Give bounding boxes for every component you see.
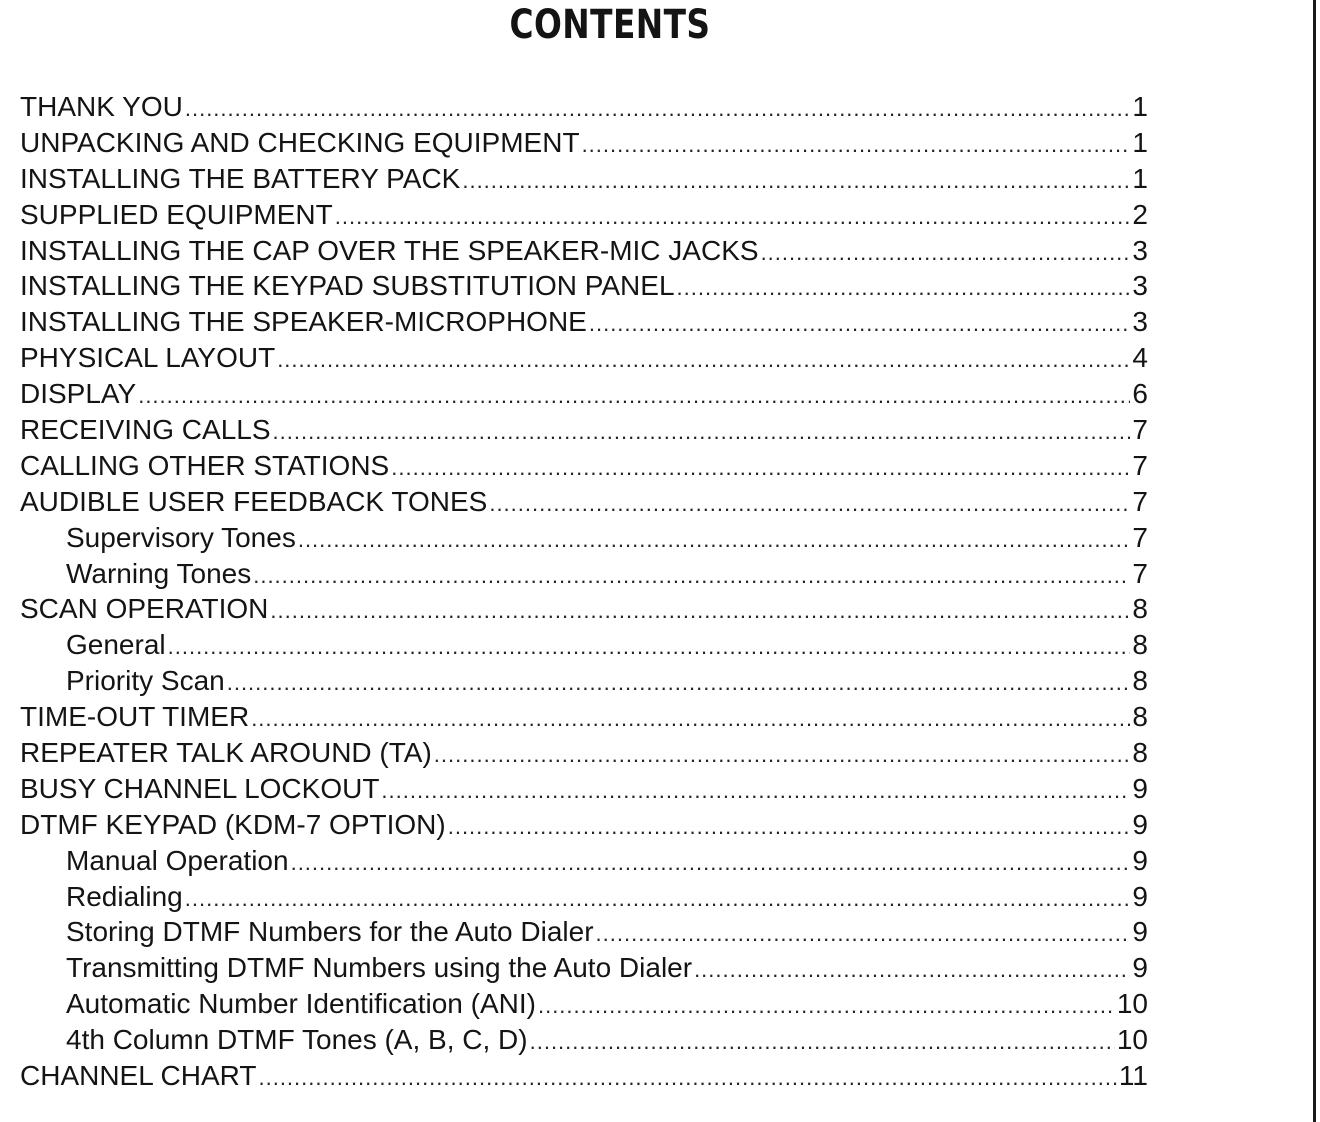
toc-entry-label: 4th Column DTMF Tones (A, B, C, D): [66, 1024, 528, 1056]
toc-entry: [20, 591, 1148, 627]
toc-entry-label: INSTALLING THE KEYPAD SUBSTITUTION PANEL: [20, 270, 675, 302]
dot-leader: [761, 235, 1130, 271]
toc-entry: [20, 233, 1148, 269]
toc-entry: [20, 1022, 1148, 1058]
toc-entry-page-number: 10: [1116, 1024, 1148, 1056]
dot-leader: [391, 450, 1130, 486]
toc-entry: [20, 161, 1148, 197]
toc-entry-page-number: 1: [1132, 91, 1148, 122]
page-edge-rule: [1313, 0, 1316, 1122]
toc-entry-page-number: 7: [1132, 521, 1148, 553]
toc-entry: [20, 1058, 1148, 1094]
toc-entry: [20, 304, 1148, 340]
toc-entry-label: SCAN OPERATION: [20, 593, 269, 625]
toc-entry-label: AUDIBLE USER FEEDBACK TONES: [20, 485, 488, 517]
dot-leader: [596, 916, 1130, 952]
dot-leader: [582, 127, 1130, 163]
toc-entry: [20, 484, 1148, 520]
toc-entry-page-number: 3: [1132, 306, 1148, 338]
dot-leader: [185, 881, 1130, 917]
toc-entry: [20, 197, 1148, 233]
toc-entry-label: Supervisory Tones: [66, 521, 296, 553]
toc-entry-page-number: 2: [1132, 198, 1148, 230]
dot-leader: [277, 342, 1130, 378]
toc-entry: [20, 520, 1148, 556]
dot-leader: [291, 845, 1130, 881]
toc-entry-page-number: 10: [1116, 988, 1148, 1020]
toc-entry-page-number: 8: [1132, 737, 1148, 769]
toc-entry: [20, 663, 1148, 699]
toc-entry-page-number: 1: [1132, 126, 1148, 158]
toc-entry-label: Transmitting DTMF Numbers using the Auto Dialer: [66, 952, 693, 984]
toc-entry-page-number: 9: [1132, 916, 1148, 948]
toc-entry-page-number: 8: [1132, 629, 1148, 661]
toc-entry-page-number: 3: [1132, 234, 1148, 266]
toc-entry: [20, 735, 1148, 771]
dot-leader: [298, 522, 1130, 558]
dot-leader: [589, 306, 1130, 342]
toc-entry-label: General: [66, 629, 166, 661]
dot-leader: [251, 701, 1130, 737]
dot-leader: [434, 737, 1130, 773]
toc-entry-label: INSTALLING THE BATTERY PACK: [20, 162, 461, 194]
dot-leader: [462, 163, 1130, 199]
toc-entry-page-number: 1: [1132, 162, 1148, 194]
dot-leader: [448, 809, 1130, 845]
toc-entry-page-number: 3: [1132, 270, 1148, 302]
dot-leader: [227, 665, 1130, 701]
toc-entry-label: Redialing: [66, 880, 183, 912]
dot-leader: [185, 91, 1130, 127]
toc-entry-page-number: 9: [1132, 808, 1148, 840]
dot-leader: [138, 378, 1130, 414]
toc-entry-label: TIME-OUT TIMER: [20, 701, 250, 733]
dot-leader: [253, 558, 1130, 594]
toc-entry-page-number: 7: [1132, 449, 1148, 481]
toc-entry-page-number: 11: [1118, 1060, 1148, 1092]
toc-entry: [20, 376, 1148, 412]
toc-entry-label: SUPPLIED EQUIPMENT: [20, 198, 333, 230]
dot-leader: [538, 988, 1115, 1024]
toc-entry: [20, 986, 1148, 1022]
toc-entry: [20, 807, 1148, 843]
toc-entry: [20, 699, 1148, 735]
toc-entry: [20, 914, 1148, 950]
toc-entry-label: INSTALLING THE CAP OVER THE SPEAKER-MIC JACKS: [20, 234, 759, 266]
toc-entry-label: CHANNEL CHART: [20, 1060, 257, 1092]
toc-entry-page-number: 8: [1132, 665, 1148, 697]
toc-entry: [20, 627, 1148, 663]
dot-leader: [694, 952, 1130, 988]
toc-entry-page-number: 9: [1132, 952, 1148, 984]
toc-entry-page-number: 4: [1132, 342, 1148, 374]
toc-entry: [20, 950, 1148, 986]
toc-entry: [20, 843, 1148, 879]
dot-leader: [381, 773, 1130, 809]
toc-entry-page-number: 8: [1132, 593, 1148, 625]
table-of-contents: [20, 89, 1148, 1094]
page-title: CONTENTS: [509, 2, 711, 48]
toc-entry-label: REPEATER TALK AROUND (TA): [20, 737, 432, 769]
toc-entry: [20, 125, 1148, 161]
toc-entry-label: INSTALLING THE SPEAKER-MICROPHONE: [20, 306, 587, 338]
dot-leader: [258, 1060, 1116, 1096]
toc-entry-label: Manual Operation: [66, 844, 289, 876]
toc-entry-label: DTMF KEYPAD (KDM-7 OPTION): [20, 808, 446, 840]
toc-entry-label: Priority Scan: [66, 665, 225, 697]
dot-leader: [168, 629, 1130, 665]
toc-entry: [20, 89, 1148, 125]
toc-entry-label: PHYSICAL LAYOUT: [20, 342, 276, 374]
toc-entry-label: CALLING OTHER STATIONS: [20, 449, 390, 481]
toc-entry-label: Automatic Number Identification (ANI): [66, 988, 536, 1020]
toc-entry-label: Storing DTMF Numbers for the Auto Dialer: [66, 916, 594, 948]
toc-entry-label: DISPLAY: [20, 378, 137, 410]
toc-entry-label: BUSY CHANNEL LOCKOUT: [20, 772, 380, 804]
dot-leader: [677, 270, 1130, 306]
toc-entry-label: RECEIVING CALLS: [20, 414, 271, 446]
dot-leader: [530, 1024, 1115, 1060]
toc-entry-page-number: 7: [1132, 485, 1148, 517]
toc-entry-label: UNPACKING AND CHECKING EQUIPMENT: [20, 126, 580, 158]
toc-entry: [20, 771, 1148, 807]
toc-entry-page-number: 7: [1132, 414, 1148, 446]
toc-entry: [20, 556, 1148, 592]
toc-entry-page-number: 9: [1132, 772, 1148, 804]
toc-entry-page-number: 7: [1132, 557, 1148, 589]
dot-leader: [489, 486, 1130, 522]
dot-leader: [273, 414, 1130, 450]
toc-entry: [20, 268, 1148, 304]
toc-entry: [20, 448, 1148, 484]
dot-leader: [270, 593, 1130, 629]
toc-entry-page-number: 8: [1132, 701, 1148, 733]
toc-entry-page-number: 9: [1132, 880, 1148, 912]
toc-entry-page-number: 6: [1132, 378, 1148, 410]
dot-leader: [335, 199, 1130, 235]
toc-entry-label: THANK YOU: [20, 91, 183, 122]
toc-entry: [20, 340, 1148, 376]
toc-entry: [20, 879, 1148, 915]
toc-entry: [20, 412, 1148, 448]
toc-entry-label: Warning Tones: [66, 557, 252, 589]
toc-entry-page-number: 9: [1132, 844, 1148, 876]
